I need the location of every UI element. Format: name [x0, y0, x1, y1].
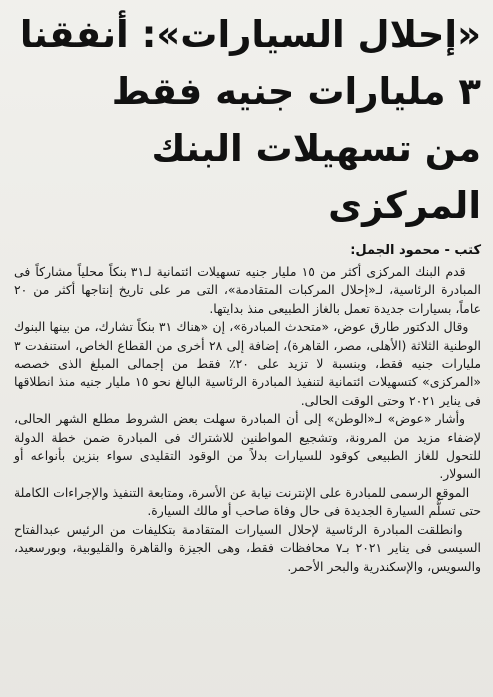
article-paragraph-4: الموقع الرسمى للمبادرة على الإنترنت نيابة عن الأسرة، ومتابعة التنفيذ والإجراءات الكاملة حتى تسلُّم السيارة الجديدة فى حال وفاة صاحب أو مالك السيارة. [14, 484, 481, 519]
article-byline: كتب - محمود الجمل: [350, 243, 481, 258]
article-paragraph-5: وانطلقت المبادرة الرئاسية لإحلال السيارات المتقادمة بتكليفات من الرئيس عبدالفتاح السيسى فى يناير ٢٠٢١ بـ٧ محافظات فقط، وهى الجيزة والقاهرة والقليوبية، وبورسعيد، والسويس، والإسكندرية والبحر الأحمر. [14, 521, 481, 574]
headline-line-1: «إحلال السيارات»: أنفقنا [19, 13, 481, 56]
headline-line-2: ٣ مليارات جنيه فقط [111, 70, 481, 113]
article-body [14, 263, 481, 576]
article-paragraph-1: قدم البنك المركزى أكثر من ١٥ مليار جنيه تسهيلات ائتمانية لـ٣١ بنكاً محلياً مشاركاً فى المبادرة الرئاسية، لـ«إحلال المركبات المتقادمة»، التى مر على تاريخ إنتاجها أكثر من ٢٠ عاماً، بسيارات جديدة تعمل بالغاز الطبيعى منذ بدايتها. [14, 264, 481, 316]
article-paragraph-2: وقال الدكتور طارق عوض، «متحدث المبادرة»، إن «هناك ٣١ بنكاً تشارك، من بينها البنوك الوطنية الثلاثة (الأهلى، مصر، القاهرة)، إضافة إلى ٢٨ أخرى من القطاع الخاص، استنفدت ٣ مليارات جنيه فقط، وبنسبة لا تزيد على ٢٠٪ فقط من إجمالى المبلغ الذى خصصه «المركزى» كتسهيلات ائتمانية لتنفيذ المبادرة الرئاسية البالغ نحو ١٥ مليار جنيه منذ انطلاقها فى يناير ٢٠٢١ وحتى الوقت الحالى. [14, 319, 482, 408]
headline-line-3: من تسهيلات البنك المركزى [151, 127, 481, 227]
article-headline [14, 6, 481, 234]
article-paragraph-3: وأشار «عوض» لـ«الوطن» إلى أن المبادرة سهلت بعض الشروط مطلع الشهر الحالى، لإضفاء مزيد من المرونة، وتشجيع المواطنين للاشتراك فى المبادرة ضمن خطة الدولة للتحول للغاز الطبيعى كوقود للسيارات بدلاً من الوقود التقليدى سواء بنزين بأنواعه أو السولار. [14, 411, 481, 482]
